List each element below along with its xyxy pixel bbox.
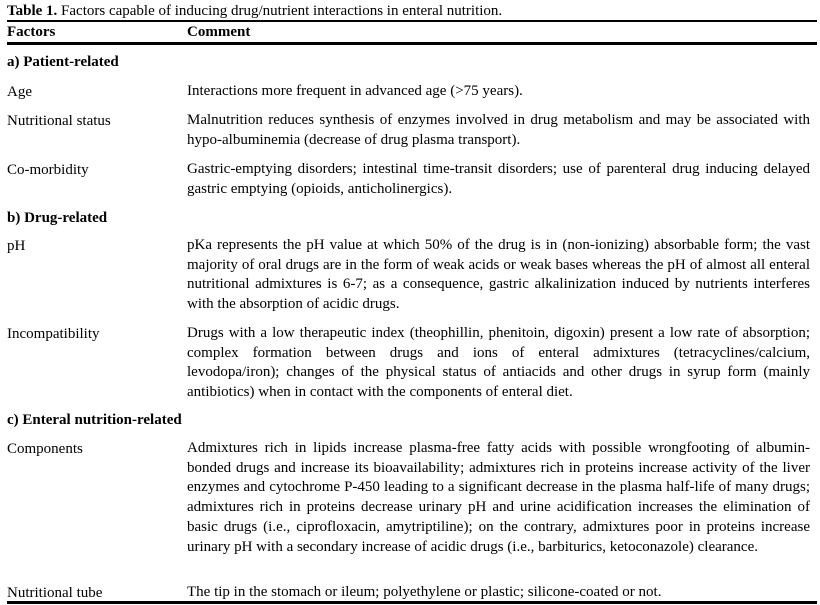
section-title-enteral: c) Enteral nutrition-related: [7, 412, 182, 428]
section-title-drug: b) Drug-related: [7, 210, 108, 226]
comment-nutritional-status: Malnutrition reduces synthesis of enzymes involved in drug metabolism and may be associated with hypo-albuminemia (decrease of drug plasma transport).: [187, 112, 810, 148]
header-rule: [7, 42, 817, 45]
top-rule: [7, 20, 817, 22]
factor-nutritional-status: Nutritional status: [7, 113, 111, 129]
factor-incompatibility: Incompatibility: [7, 326, 100, 342]
factor-ph: pH: [7, 238, 26, 254]
bottom-rule: [7, 601, 817, 604]
table-caption-text: Factors capable of inducing drug/nutrient interactions in enteral nutrition.: [57, 3, 503, 19]
comment-age: Interactions more frequent in advanced age (>75 years).: [187, 83, 523, 99]
factor-age: Age: [7, 84, 32, 100]
table-caption-label: Table 1.: [7, 3, 58, 19]
header-factors: Factors: [7, 24, 56, 40]
factor-components: Components: [7, 441, 83, 457]
factor-co-morbidity: Co-morbidity: [7, 162, 89, 178]
comment-incompatibility: Drugs with a low therapeutic index (theophillin, phenitoin, digoxin) present a low rate of absorption; complex formation between drugs and ions of enteral admixtures (tetracyclines/calcium, levodopa/iron); changes of the physical status of antiacids and other drugs in syrup form (mainly antibiotics) when in contact with the components of enteral diet.: [187, 325, 810, 401]
comment-ph: pKa represents the pH value at which 50% of the drug is in (non-ionizing) absorbable form; the vast majority of oral drugs are in the form of weak acids or weak bases whereas the pH of almost all enteral nutritional admixtures is 6-7; as a consequence, gastric alkalinization induced by nutrients interferes with the absorption of acidic drugs.: [187, 237, 810, 313]
header-comment: Comment: [187, 24, 251, 40]
comment-components: Admixtures rich in lipids increase plasma-free fatty acids with possible wrongfooting of albumin-bonded drugs and increase its bioavailability; admixtures rich in proteins increase activity of the liver enzymes and cytochrome P-450 leading to a significant decrease in the plasma half-life of many drugs; admixtures rich in proteins decrease urinary pH and urine acidification increases the elimination of basic drugs (i.e., ciprofloxacin, amytriptiline); on the contrary, admixtures poor in proteins increase urinary pH with a secondary increase of acidic drugs (i.e., barbiturics, ketoconazole) clearance.: [187, 440, 810, 555]
comment-co-morbidity: Gastric-emptying disorders; intestinal time-transit disorders; use of parenteral drug inducing delayed gastric emptying (opioids, anticholinergics).: [187, 161, 810, 197]
section-title-patient: a) Patient-related: [7, 54, 119, 70]
factor-nutritional-tube: Nutritional tube: [7, 585, 103, 601]
comment-nutritional-tube: The tip in the stomach or ileum; polyethylene or plastic; silicone-coated or not.: [187, 584, 662, 600]
table-caption: [7, 3, 502, 20]
